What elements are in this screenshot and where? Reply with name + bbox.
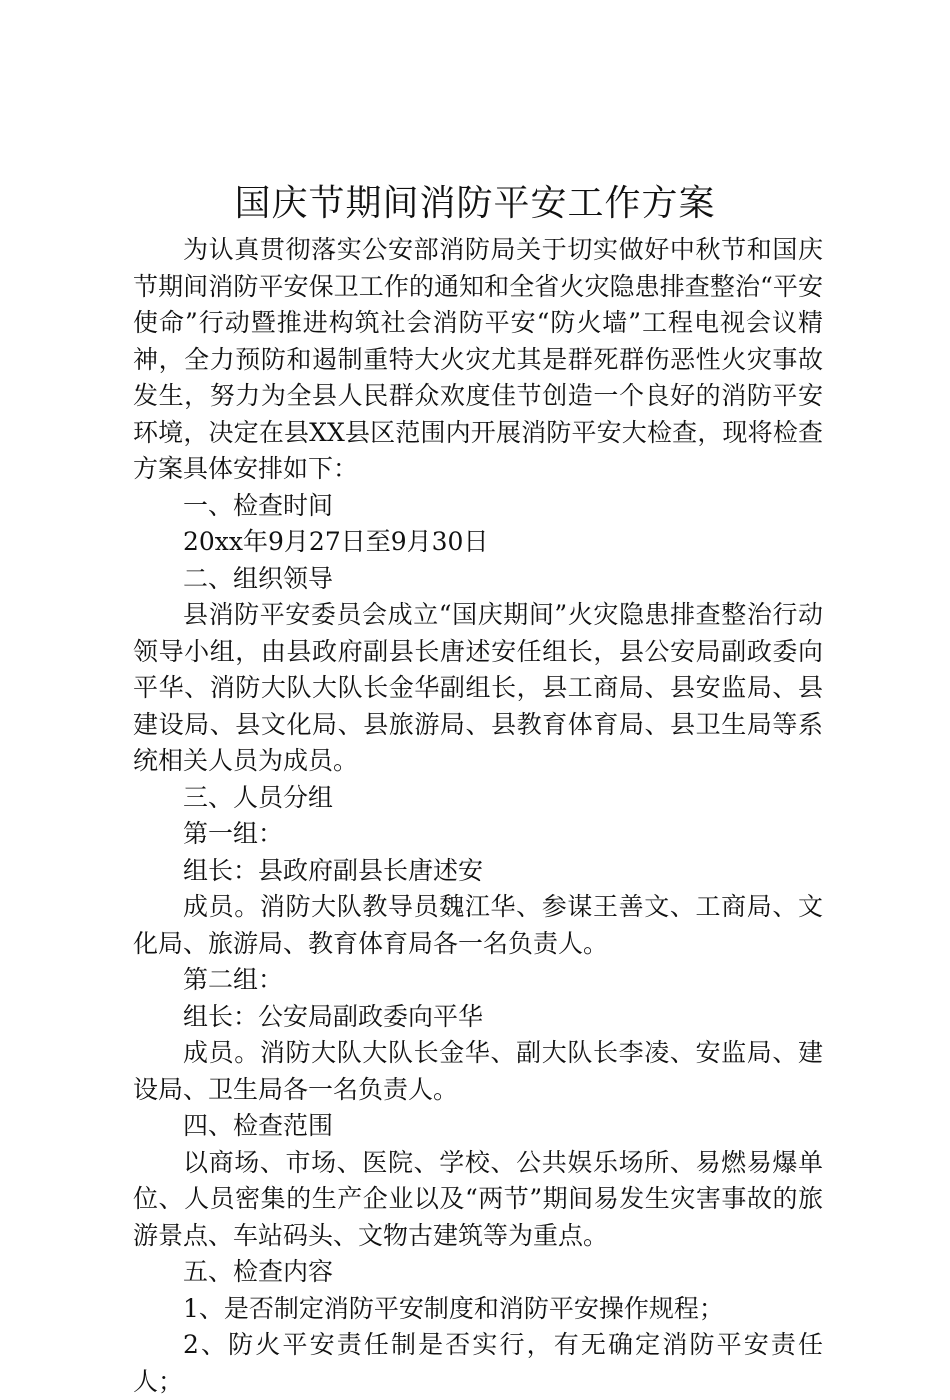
- document-title: 国庆节期间消防平安工作方案: [234, 183, 716, 224]
- section-heading-leadership: 二、组织领导: [183, 563, 334, 593]
- paragraph-leadership: 县消防平安委员会成立“国庆期间”火灾隐患排查整治行动领导小组，由县政府副县长唐述安任组长，县公安局副政委向平华、消防大队大队长金华副组长，县工商局、县安监局、县建设局、县文化局、县旅游局、县教育体育局、县卫生局等系统相关人员为成员。: [133, 600, 823, 775]
- paragraph-intro: 为认真贯彻落实公安部消防局关于切实做好中秋节和国庆节期间消防平安保卫工作的通知和全省火灾隐患排查整治“平安使命”行动暨推进构筑社会消防平安“防火墙”工程电视会议精神，全力预防和遏制重特大火灾尤其是群死群伤恶性火灾事故发生，努力为全县人民群众欢度佳节创造一个良好的消防平安环境，决定在县XX县区范围内开展消防平安大检查，现将检查方案具体安排如下：: [133, 235, 823, 483]
- group-one-heading: 第一组：: [183, 819, 284, 848]
- document-body: [133, 232, 823, 1400]
- section-heading-groups: 三、人员分组: [183, 782, 334, 812]
- section-heading-time: 一、检查时间: [183, 490, 334, 520]
- paragraph-scope: 以商场、市场、医院、学校、公共娱乐场所、易燃易爆单位、人员密集的生产企业以及“两节”期间易发生灾害事故的旅游景点、车站码头、文物古建筑等为重点。: [133, 1147, 823, 1250]
- group-two-leader: 组长：公安局副政委向平华: [183, 1001, 484, 1031]
- group-one-members: 成员。消防大队教导员魏江华、参谋王善文、工商局、文化局、旅游局、教育体育局各一名负责人。: [133, 892, 823, 958]
- group-two-heading: 第二组：: [183, 965, 284, 994]
- group-one-leader: 组长：县政府副县长唐述安: [183, 855, 484, 885]
- section-heading-scope: 四、检查范围: [183, 1111, 334, 1140]
- group-two-members: 成员。消防大队大队长金华、副大队长李凌、安监局、建设局、卫生局各一名负责人。: [133, 1038, 823, 1104]
- content-item-1: 1、是否制定消防平安制度和消防平安操作规程；: [183, 1293, 724, 1323]
- content-item-2: 2、防火平安责任制是否实行，有无确定消防平安责任人；: [133, 1330, 823, 1396]
- section-heading-content: 五、检查内容: [183, 1257, 334, 1286]
- paragraph-time: 20xx年9月27日至9月30日: [183, 527, 489, 556]
